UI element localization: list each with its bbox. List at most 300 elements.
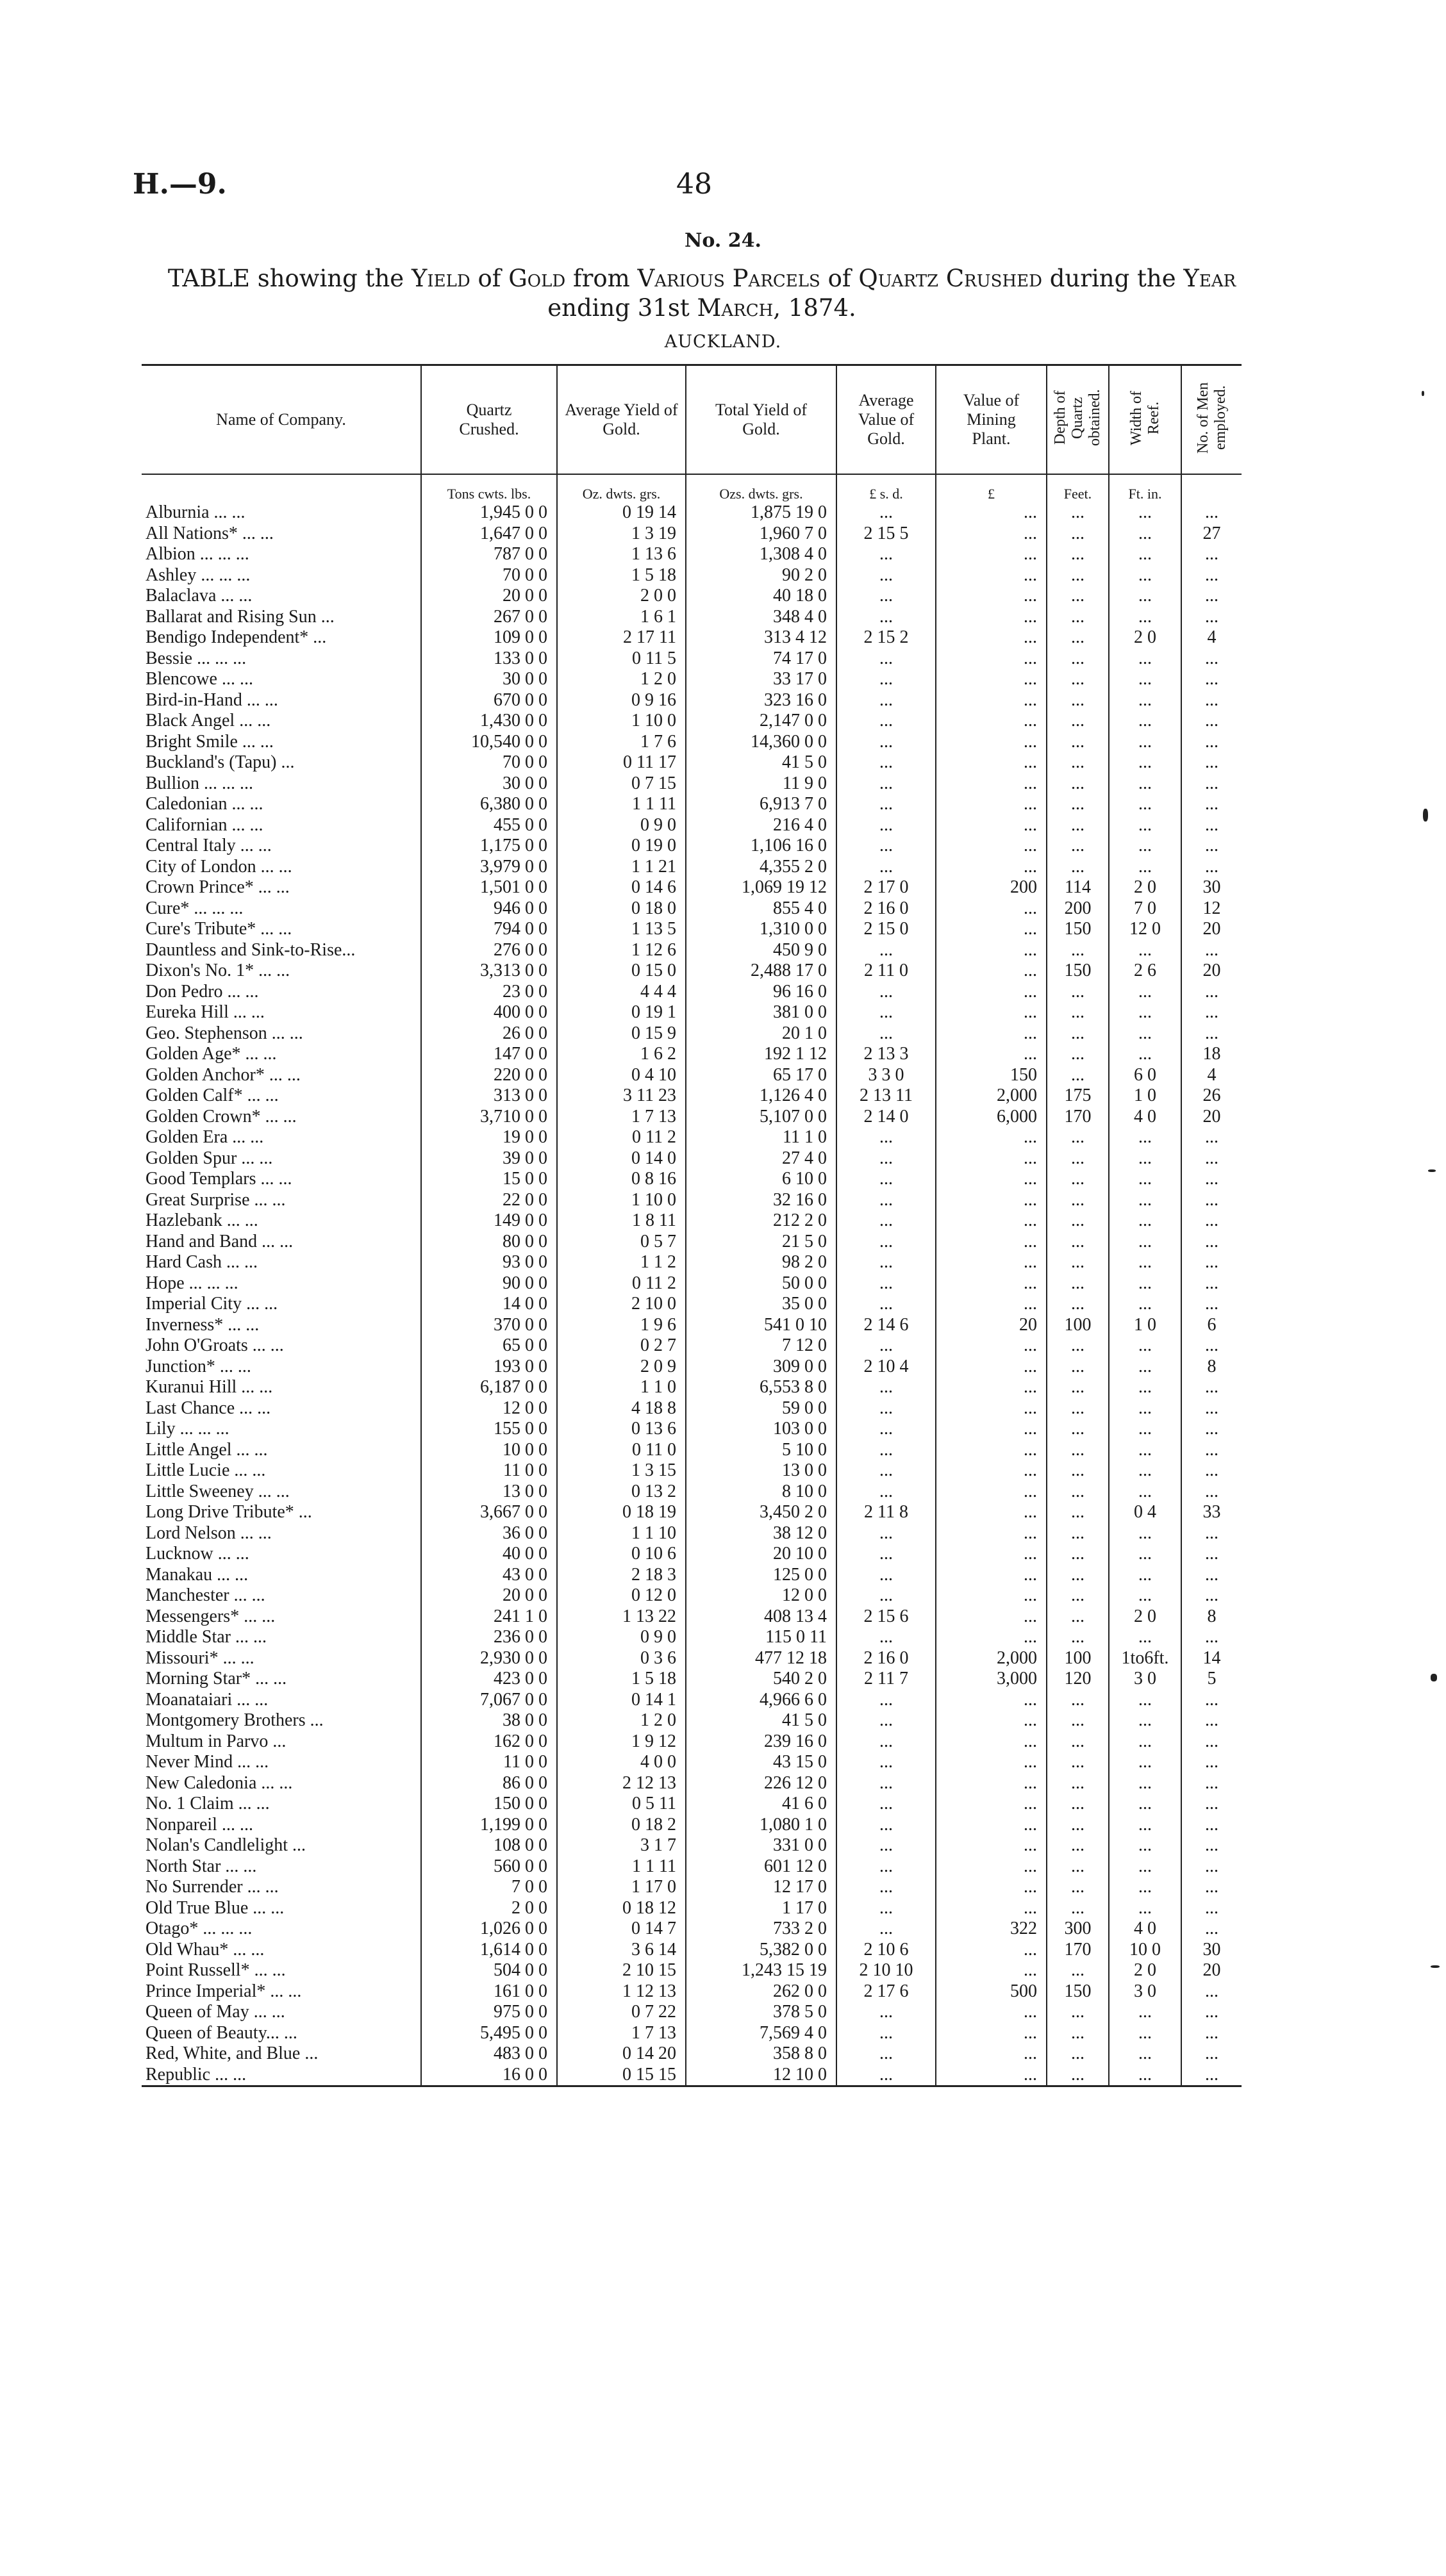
cell-depth: ... xyxy=(1047,815,1109,836)
cell-value: 2 10 6 xyxy=(836,1940,936,1961)
table-row xyxy=(142,961,1242,982)
cell-men: ... xyxy=(1181,752,1242,773)
table-row xyxy=(142,982,1242,1003)
cell-quartz: 1,501 0 0 xyxy=(421,877,557,898)
cell-total: 50 0 0 xyxy=(686,1273,836,1294)
cell-avg: 0 11 0 xyxy=(557,1440,686,1461)
cell-total: 40 18 0 xyxy=(686,586,836,607)
cell-value: ... xyxy=(836,1523,936,1544)
cell-men: ... xyxy=(1181,1710,1242,1731)
cell-name: Golden Age* ... ... xyxy=(145,1044,277,1064)
cell-total: 12 17 0 xyxy=(686,1877,836,1898)
cell-plant: ... xyxy=(936,982,1047,1003)
cell-name: Black Angel ... ... xyxy=(145,711,271,731)
cell-width: ... xyxy=(1109,1460,1181,1482)
cell-depth: ... xyxy=(1047,1627,1109,1648)
cell-width: ... xyxy=(1109,2065,1181,2086)
cell-width: ... xyxy=(1109,1440,1181,1461)
table-row xyxy=(142,1773,1242,1794)
col-header-depth xyxy=(1047,365,1109,475)
cell-avg: 0 2 7 xyxy=(557,1335,686,1357)
cell-avg: 0 13 2 xyxy=(557,1482,686,1503)
cell-width: ... xyxy=(1109,544,1181,565)
cell-plant: ... xyxy=(936,1023,1047,1044)
cell-avg: 1 13 6 xyxy=(557,544,686,565)
cell-width: ... xyxy=(1109,1232,1181,1253)
cell-quartz: 1,026 0 0 xyxy=(421,1919,557,1940)
cell-total: 733 2 0 xyxy=(686,1919,836,1940)
title-part: , 1874. xyxy=(773,294,856,322)
cell-quartz: 946 0 0 xyxy=(421,898,557,920)
cell-width: ... xyxy=(1109,752,1181,773)
cell-total: 20 1 0 xyxy=(686,1023,836,1044)
cell-plant: 322 xyxy=(936,1919,1047,1940)
cell-men: ... xyxy=(1181,1773,1242,1794)
cell-width: ... xyxy=(1109,711,1181,732)
cell-depth: ... xyxy=(1047,1273,1109,1294)
cell-plant: ... xyxy=(936,1002,1047,1023)
cell-name: Ballarat and Rising Sun ... xyxy=(145,606,335,627)
margin-mark xyxy=(1428,1169,1436,1172)
cell-total: 41 5 0 xyxy=(686,1710,836,1731)
title-part: of xyxy=(470,265,509,292)
cell-plant: ... xyxy=(936,1044,1047,1065)
cell-depth: ... xyxy=(1047,1794,1109,1815)
cell-value: ... xyxy=(836,607,936,628)
cell-plant: ... xyxy=(936,544,1047,565)
cell-avg: 0 9 16 xyxy=(557,690,686,711)
cell-quartz: 23 0 0 xyxy=(421,982,557,1003)
cell-width: ... xyxy=(1109,1565,1181,1586)
cell-value: ... xyxy=(836,1232,936,1253)
col-header-width-text: Width of Reef. xyxy=(1127,390,1162,445)
cell-avg: 0 7 22 xyxy=(557,2002,686,2023)
cell-plant: ... xyxy=(936,1357,1047,1378)
cell-men: ... xyxy=(1181,1440,1242,1461)
cell-width: ... xyxy=(1109,1377,1181,1398)
cell-plant: 3,000 xyxy=(936,1669,1047,1690)
cell-avg: 0 19 1 xyxy=(557,1002,686,1023)
col-header-name: Name of Company. xyxy=(142,365,421,475)
table-row xyxy=(142,1002,1242,1023)
cell-men: 33 xyxy=(1181,1502,1242,1523)
cell-men: ... xyxy=(1181,1856,1242,1878)
cell-plant: ... xyxy=(936,919,1047,940)
cell-name: Otago* ... ... ... xyxy=(145,1919,253,1939)
cell-quartz: 11 0 0 xyxy=(421,1752,557,1773)
cell-plant: ... xyxy=(936,1877,1047,1898)
cell-avg: 1 1 0 xyxy=(557,1377,686,1398)
cell-total: 27 4 0 xyxy=(686,1148,836,1169)
cell-name: Montgomery Brothers ... xyxy=(145,1710,324,1731)
cell-plant: ... xyxy=(936,1898,1047,1919)
cell-depth: ... xyxy=(1047,586,1109,607)
cell-value: ... xyxy=(836,773,936,795)
cell-depth: ... xyxy=(1047,1523,1109,1544)
cell-avg: 1 1 2 xyxy=(557,1252,686,1273)
cell-name: Queen of Beauty... ... xyxy=(145,2022,297,2043)
cell-total: 43 15 0 xyxy=(686,1752,836,1773)
margin-mark xyxy=(1431,1965,1440,1968)
cell-width: ... xyxy=(1109,940,1181,961)
cell-name: Little Sweeney ... ... xyxy=(145,1481,290,1501)
table-row xyxy=(142,1627,1242,1648)
table-row xyxy=(142,1023,1242,1044)
cell-total: 11 9 0 xyxy=(686,773,836,795)
cell-men: 8 xyxy=(1181,1357,1242,1378)
cell-total: 1,069 19 12 xyxy=(686,877,836,898)
cell-value: ... xyxy=(836,690,936,711)
cell-name: Imperial City ... ... xyxy=(145,1294,278,1314)
cell-total: 6,913 7 0 xyxy=(686,794,836,815)
cell-depth: ... xyxy=(1047,1065,1109,1086)
title-part: Various xyxy=(637,265,725,292)
cell-value: ... xyxy=(836,1627,936,1648)
cell-name: Missouri* ... ... xyxy=(145,1647,254,1668)
cell-avg: 0 8 16 xyxy=(557,1169,686,1190)
cell-width: ... xyxy=(1109,1815,1181,1836)
cell-avg: 1 10 0 xyxy=(557,1190,686,1211)
cell-name: Nolan's Candlelight ... xyxy=(145,1835,306,1856)
cell-avg: 1 2 0 xyxy=(557,1710,686,1731)
cell-depth: ... xyxy=(1047,711,1109,732)
cell-men: 20 xyxy=(1181,1960,1242,1981)
cell-quartz: 5,495 0 0 xyxy=(421,2023,557,2044)
cell-depth: ... xyxy=(1047,627,1109,648)
cell-value: ... xyxy=(836,1148,936,1169)
cell-value: ... xyxy=(836,1773,936,1794)
table-row xyxy=(142,732,1242,753)
cell-width: ... xyxy=(1109,669,1181,690)
title-part xyxy=(725,265,733,292)
cell-name: Old Whau* ... ... xyxy=(145,1939,265,1960)
cell-depth: ... xyxy=(1047,1169,1109,1190)
cell-name: Long Drive Tribute* ... xyxy=(145,1502,312,1523)
table-row xyxy=(142,1731,1242,1753)
cell-plant: ... xyxy=(936,1544,1047,1565)
cell-plant: ... xyxy=(936,1273,1047,1294)
cell-avg: 0 11 5 xyxy=(557,648,686,670)
cell-plant: ... xyxy=(936,1856,1047,1878)
cell-width: ... xyxy=(1109,1752,1181,1773)
title-part xyxy=(938,265,946,292)
cell-quartz: 1,175 0 0 xyxy=(421,836,557,857)
cell-depth: 100 xyxy=(1047,1648,1109,1669)
cell-men: ... xyxy=(1181,1690,1242,1711)
cell-total: 6,553 8 0 xyxy=(686,1377,836,1398)
cell-width: ... xyxy=(1109,1523,1181,1544)
cell-value: 2 17 6 xyxy=(836,1981,936,2002)
cell-quartz: 3,710 0 0 xyxy=(421,1107,557,1128)
cell-plant: ... xyxy=(936,1565,1047,1586)
cell-total: 331 0 0 xyxy=(686,1835,836,1856)
cell-avg: 1 2 0 xyxy=(557,669,686,690)
cell-total: 12 0 0 xyxy=(686,1585,836,1606)
cell-quartz: 3,979 0 0 xyxy=(421,857,557,878)
cell-name: Alburnia ... ... xyxy=(145,502,245,523)
cell-avg: 0 15 0 xyxy=(557,961,686,982)
cell-value: ... xyxy=(836,1252,936,1273)
cell-men: 18 xyxy=(1181,1044,1242,1065)
cell-plant: ... xyxy=(936,898,1047,920)
cell-depth: ... xyxy=(1047,1460,1109,1482)
cell-men: 8 xyxy=(1181,1606,1242,1628)
table-row xyxy=(142,1856,1242,1878)
cell-value: ... xyxy=(836,940,936,961)
cell-quartz: 16 0 0 xyxy=(421,2065,557,2086)
table-row xyxy=(142,1127,1242,1148)
cell-total: 192 1 12 xyxy=(686,1044,836,1065)
cell-plant: ... xyxy=(936,1335,1047,1357)
cell-name: Manchester ... ... xyxy=(145,1585,265,1606)
table-row xyxy=(142,1315,1242,1336)
cell-width: ... xyxy=(1109,982,1181,1003)
cell-men: ... xyxy=(1181,1023,1242,1044)
cell-plant: ... xyxy=(936,627,1047,648)
cell-total: 262 0 0 xyxy=(686,1981,836,2002)
cell-quartz: 155 0 0 xyxy=(421,1419,557,1440)
cell-value: 2 13 3 xyxy=(836,1044,936,1065)
table-row xyxy=(142,1648,1242,1669)
cell-width: ... xyxy=(1109,1627,1181,1648)
cell-plant: ... xyxy=(936,1502,1047,1523)
cell-men: ... xyxy=(1181,940,1242,961)
cell-avg: 0 11 2 xyxy=(557,1273,686,1294)
cell-plant: ... xyxy=(936,1627,1047,1648)
cell-plant: ... xyxy=(936,1419,1047,1440)
cell-men: ... xyxy=(1181,1523,1242,1544)
col-header-avg-value: Average Value of Gold. xyxy=(836,365,936,475)
cell-depth: ... xyxy=(1047,1731,1109,1753)
cell-width: 1 0 xyxy=(1109,1086,1181,1107)
cell-name: Little Angel ... ... xyxy=(145,1439,268,1460)
cell-quartz: 313 0 0 xyxy=(421,1086,557,1107)
cell-name: Queen of May ... ... xyxy=(145,2002,285,2022)
cell-quartz: 86 0 0 xyxy=(421,1773,557,1794)
title-part: Year xyxy=(1183,265,1236,292)
cell-width: ... xyxy=(1109,648,1181,670)
cell-width: ... xyxy=(1109,1690,1181,1711)
cell-plant: ... xyxy=(936,1169,1047,1190)
table-row xyxy=(142,1794,1242,1815)
cell-width: 10 0 xyxy=(1109,1940,1181,1961)
cell-name: Point Russell* ... ... xyxy=(145,1960,286,1981)
cell-avg: 0 14 6 xyxy=(557,877,686,898)
cell-name: Hazlebank ... ... xyxy=(145,1210,258,1231)
cell-value: ... xyxy=(836,1023,936,1044)
cell-quartz: 15 0 0 xyxy=(421,1169,557,1190)
cell-plant: ... xyxy=(936,586,1047,607)
cell-quartz: 794 0 0 xyxy=(421,919,557,940)
title-part: TABLE showing the xyxy=(167,265,411,292)
unit-quartz: Tons cwts. lbs. xyxy=(421,474,557,502)
cell-name: Albion ... ... ... xyxy=(145,544,249,565)
cell-men: ... xyxy=(1181,1585,1242,1606)
table-row xyxy=(142,898,1242,920)
cell-value: ... xyxy=(836,1377,936,1398)
table-body xyxy=(142,502,1242,2086)
cell-depth: ... xyxy=(1047,2065,1109,2086)
cell-quartz: 20 0 0 xyxy=(421,1585,557,1606)
cell-quartz: 22 0 0 xyxy=(421,1190,557,1211)
cell-quartz: 161 0 0 xyxy=(421,1981,557,2002)
table-row xyxy=(142,648,1242,670)
cell-depth: ... xyxy=(1047,1044,1109,1065)
table-row xyxy=(142,2002,1242,2023)
table-row xyxy=(142,690,1242,711)
cell-avg: 1 3 19 xyxy=(557,524,686,545)
cell-plant: ... xyxy=(936,502,1047,524)
cell-total: 125 0 0 xyxy=(686,1565,836,1586)
cell-quartz: 70 0 0 xyxy=(421,752,557,773)
cell-quartz: 10 0 0 xyxy=(421,1440,557,1461)
cell-total: 3,450 2 0 xyxy=(686,1502,836,1523)
cell-plant: ... xyxy=(936,732,1047,753)
table-row xyxy=(142,1482,1242,1503)
cell-avg: 1 13 5 xyxy=(557,919,686,940)
cell-plant: 20 xyxy=(936,1315,1047,1336)
cell-width: ... xyxy=(1109,1273,1181,1294)
table-row xyxy=(142,752,1242,773)
cell-name: Multum in Parvo ... xyxy=(145,1731,287,1751)
cell-depth: ... xyxy=(1047,669,1109,690)
title-part: ending 31st xyxy=(547,294,697,322)
cell-depth: ... xyxy=(1047,2002,1109,2023)
cell-value: 2 11 0 xyxy=(836,961,936,982)
cell-men: 30 xyxy=(1181,877,1242,898)
cell-value: ... xyxy=(836,794,936,815)
cell-plant: ... xyxy=(936,1585,1047,1606)
cell-men: ... xyxy=(1181,1731,1242,1753)
cell-quartz: 1,430 0 0 xyxy=(421,711,557,732)
cell-quartz: 90 0 0 xyxy=(421,1273,557,1294)
cell-plant: 2,000 xyxy=(936,1086,1047,1107)
cell-value: 2 11 8 xyxy=(836,1502,936,1523)
cell-name: Lord Nelson ... ... xyxy=(145,1523,272,1543)
cell-width: 2 0 xyxy=(1109,627,1181,648)
cell-avg: 0 5 11 xyxy=(557,1794,686,1815)
cell-quartz: 40 0 0 xyxy=(421,1544,557,1565)
cell-value: ... xyxy=(836,732,936,753)
cell-width: ... xyxy=(1109,773,1181,795)
table-row xyxy=(142,1210,1242,1232)
cell-depth: ... xyxy=(1047,1544,1109,1565)
cell-avg: 0 10 6 xyxy=(557,1544,686,1565)
cell-depth: ... xyxy=(1047,1502,1109,1523)
cell-name: Nonpareil ... ... xyxy=(145,1814,253,1835)
cell-depth: ... xyxy=(1047,1357,1109,1378)
table-row xyxy=(142,877,1242,898)
cell-depth: ... xyxy=(1047,1898,1109,1919)
cell-depth: ... xyxy=(1047,1002,1109,1023)
cell-avg: 2 17 11 xyxy=(557,627,686,648)
cell-quartz: 13 0 0 xyxy=(421,1482,557,1503)
table-row xyxy=(142,1273,1242,1294)
cell-avg: 0 11 17 xyxy=(557,752,686,773)
cell-avg: 0 18 0 xyxy=(557,898,686,920)
cell-name: All Nations* ... ... xyxy=(145,523,274,543)
col-header-men xyxy=(1181,365,1242,475)
cell-value: ... xyxy=(836,857,936,878)
cell-name: Californian ... ... xyxy=(145,814,263,835)
cell-men: ... xyxy=(1181,1190,1242,1211)
cell-total: 5,382 0 0 xyxy=(686,1940,836,1961)
page-header-id: H.—9. xyxy=(133,168,227,201)
cell-total: 313 4 12 xyxy=(686,627,836,648)
cell-value: 2 15 2 xyxy=(836,627,936,648)
margin-mark xyxy=(1423,809,1428,822)
cell-value: ... xyxy=(836,752,936,773)
cell-total: 8 10 0 xyxy=(686,1482,836,1503)
cell-depth: ... xyxy=(1047,1148,1109,1169)
cell-width: 0 4 xyxy=(1109,1502,1181,1523)
cell-value: ... xyxy=(836,1731,936,1753)
cell-value: 2 13 11 xyxy=(836,1086,936,1107)
cell-men: ... xyxy=(1181,1169,1242,1190)
cell-name: Junction* ... ... xyxy=(145,1356,251,1376)
cell-quartz: 975 0 0 xyxy=(421,2002,557,2023)
cell-men: ... xyxy=(1181,1898,1242,1919)
table-row xyxy=(142,502,1242,524)
col-header-avg-yield: Average Yield of Gold. xyxy=(557,365,686,475)
cell-depth: ... xyxy=(1047,1856,1109,1878)
margin-mark xyxy=(1431,1674,1437,1681)
cell-men: ... xyxy=(1181,815,1242,836)
cell-width: 4 0 xyxy=(1109,1919,1181,1940)
cell-width: ... xyxy=(1109,1127,1181,1148)
title-part: during the xyxy=(1042,265,1184,292)
cell-men: 5 xyxy=(1181,1669,1242,1690)
cell-name: Bessie ... ... ... xyxy=(145,648,247,668)
cell-quartz: 1,945 0 0 xyxy=(421,502,557,524)
cell-avg: 1 3 15 xyxy=(557,1460,686,1482)
unit-avg-value: £ s. d. xyxy=(836,474,936,502)
cell-quartz: 1,199 0 0 xyxy=(421,1815,557,1836)
cell-depth: 100 xyxy=(1047,1315,1109,1336)
cell-total: 1 17 0 xyxy=(686,1898,836,1919)
table-row xyxy=(142,1169,1242,1190)
cell-name: Lily ... ... ... xyxy=(145,1419,229,1439)
cell-value: ... xyxy=(836,1794,936,1815)
cell-total: 855 4 0 xyxy=(686,898,836,920)
cell-avg: 0 5 7 xyxy=(557,1232,686,1253)
cell-value: ... xyxy=(836,1169,936,1190)
title-part: of xyxy=(820,265,859,292)
cell-total: 1,960 7 0 xyxy=(686,524,836,545)
cell-value: ... xyxy=(836,2002,936,2023)
cell-quartz: 423 0 0 xyxy=(421,1669,557,1690)
cell-men: ... xyxy=(1181,1919,1242,1940)
cell-avg: 1 17 0 xyxy=(557,1877,686,1898)
cell-men: ... xyxy=(1181,1460,1242,1482)
cell-men: ... xyxy=(1181,982,1242,1003)
table-row xyxy=(142,607,1242,628)
cell-avg: 1 1 11 xyxy=(557,794,686,815)
cell-name: Caledonian ... ... xyxy=(145,794,263,814)
table-row xyxy=(142,1065,1242,1086)
cell-name: Never Mind ... ... xyxy=(145,1752,269,1772)
cell-depth: ... xyxy=(1047,1565,1109,1586)
cell-width: ... xyxy=(1109,794,1181,815)
cell-avg: 1 13 22 xyxy=(557,1606,686,1628)
cell-total: 358 8 0 xyxy=(686,2043,836,2065)
table-row xyxy=(142,669,1242,690)
cell-depth: ... xyxy=(1047,982,1109,1003)
cell-plant: ... xyxy=(936,1940,1047,1961)
cell-avg: 0 18 12 xyxy=(557,1898,686,1919)
cell-plant: ... xyxy=(936,669,1047,690)
cell-men: ... xyxy=(1181,1148,1242,1169)
